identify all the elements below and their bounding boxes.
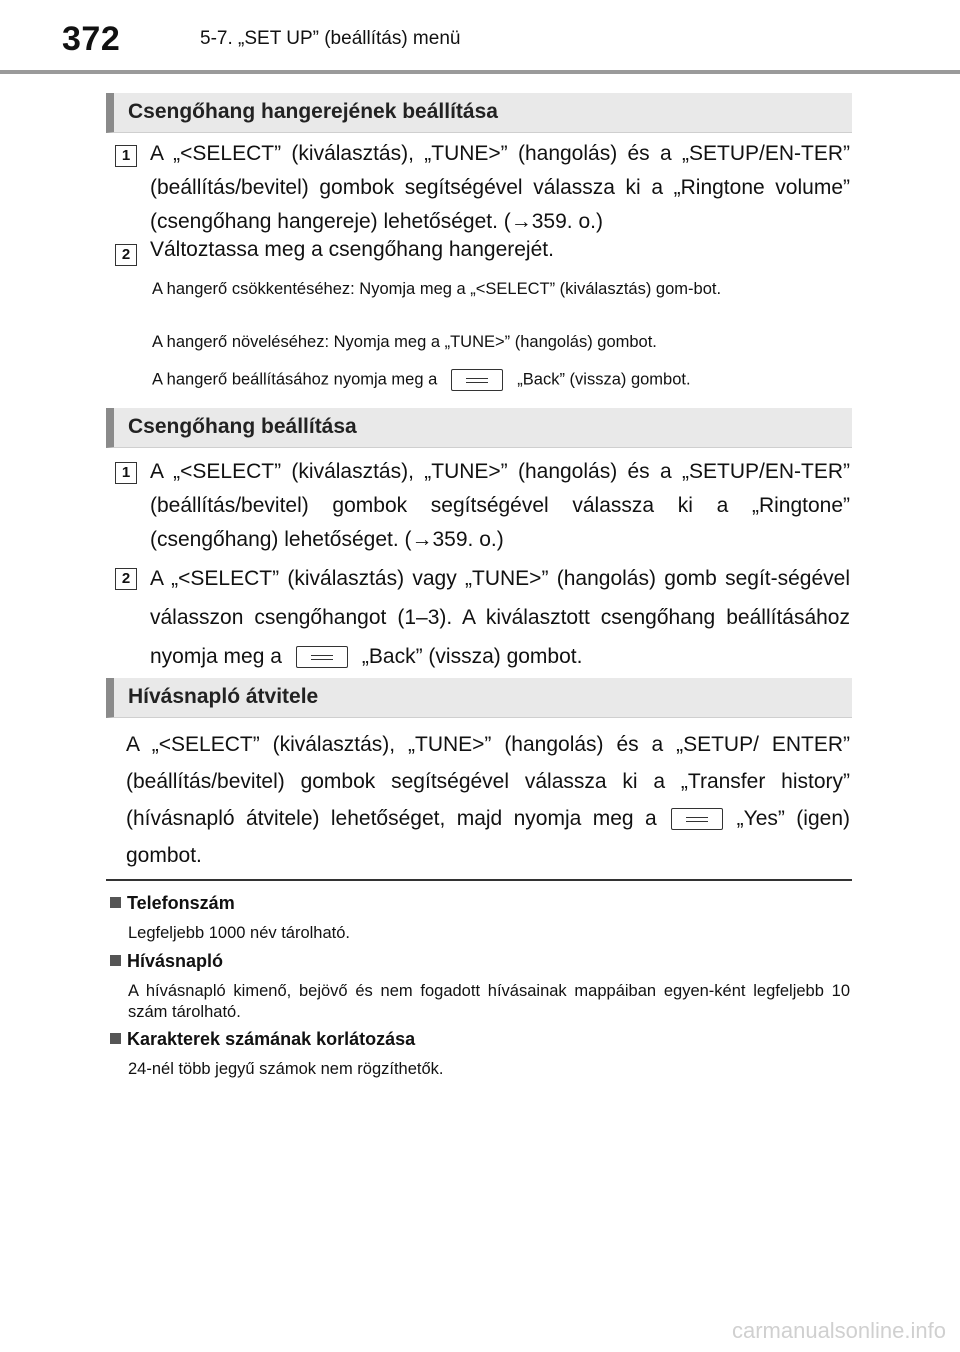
phone-button-icon	[451, 369, 503, 391]
info-title: Hívásnapló	[127, 951, 224, 971]
square-bullet-icon	[110, 897, 121, 908]
section-heading-call-history-transfer	[106, 678, 852, 718]
step-text: „Back” (vissza) gombot.	[361, 645, 583, 668]
note-text: A hangerő csökkentéséhez: Nyomja meg a „<SELECT” (kiválasztás) gom-bot.	[152, 280, 722, 298]
info-text: 24-nél több jegyű számok nem rögzíthetők.	[128, 1060, 444, 1078]
section-header: 5-7. „SET UP” (beállítás) menü	[200, 28, 461, 49]
step-text-with-button	[150, 559, 850, 676]
step-text: A „<SELECT” (kiválasztás), „TUNE>” (hangolás) és a „SETUP/EN-TER” (beállítás/bevitel) gombok segítségével válassza ki a „Ringtone” (csengőhang) lehetőséget. (→359. o.)	[150, 460, 850, 551]
info-title: Karakterek számának korlátozása	[127, 1029, 416, 1049]
step-number-badge: 1	[115, 145, 137, 167]
square-bullet-icon	[110, 955, 121, 966]
watermark: carmanualsonline.info	[731, 1318, 946, 1343]
phone-button-icon	[296, 646, 348, 668]
paragraph-text: A „<SELECT” (kiválasztás), „TUNE>” (hangolás) és a „SETUP/ ENTER” (beállítás/bevitel) gombok segítségével válassza ki a „Transfer history” (hívásnapló átvitele) lehetőséget, majd nyomja meg a	[126, 733, 850, 830]
info-heading	[110, 951, 223, 972]
note-back-instruction	[152, 369, 850, 391]
info-text: Legfeljebb 1000 név tárolható.	[128, 924, 351, 942]
square-bullet-icon	[110, 1033, 121, 1044]
section-title: Csengőhang hangerejének beállítása	[128, 100, 498, 123]
section-title: Csengőhang beállítása	[128, 415, 357, 438]
note-text: A hangerő beállításához nyomja meg a	[152, 370, 438, 389]
section-heading-ringtone	[106, 408, 852, 448]
header-divider	[0, 70, 960, 74]
step-text: A „<SELECT” (kiválasztás) vagy „TUNE>” (hangolás) gomb segít-ségével válasszon csengőhangot (1–3). A kiválasztott csengőhang beállításához nyomja meg a	[150, 567, 850, 668]
info-text: A hívásnapló kimenő, bejövő és nem fogadott hívásainak mappáiban egyen-ként legfeljebb 10 szám tárolható.	[128, 982, 850, 1021]
page-number: 372	[62, 20, 121, 58]
step-text: Változtassa meg a csengőhang hangerejét.	[150, 238, 554, 261]
section-title: Hívásnapló átvitele	[128, 685, 319, 708]
step-text: A „<SELECT” (kiválasztás), „TUNE>” (hangolás) és a „SETUP/EN-TER” (beállítás/bevitel) gombok segítségével válassza ki a „Ringtone volume” (csengőhang hangereje) lehetőséget. (→359. o.)	[150, 142, 850, 233]
info-title: Telefonszám	[127, 893, 235, 913]
phone-button-icon	[671, 808, 723, 830]
info-divider	[106, 879, 852, 881]
paragraph-with-button	[126, 726, 850, 874]
step-number-badge: 2	[115, 244, 137, 266]
info-heading	[110, 1029, 415, 1050]
step-number-badge: 1	[115, 462, 137, 484]
paragraph-text: „Yes” (igen) gombot.	[126, 807, 850, 867]
step-number-badge: 2	[115, 568, 137, 590]
note-text: „Back” (vissza) gombot.	[517, 370, 691, 389]
section-heading-ringtone-volume	[106, 93, 852, 133]
info-heading	[110, 893, 235, 914]
note-text: A hangerő növeléséhez: Nyomja meg a „TUNE>” (hangolás) gombot.	[152, 333, 657, 351]
